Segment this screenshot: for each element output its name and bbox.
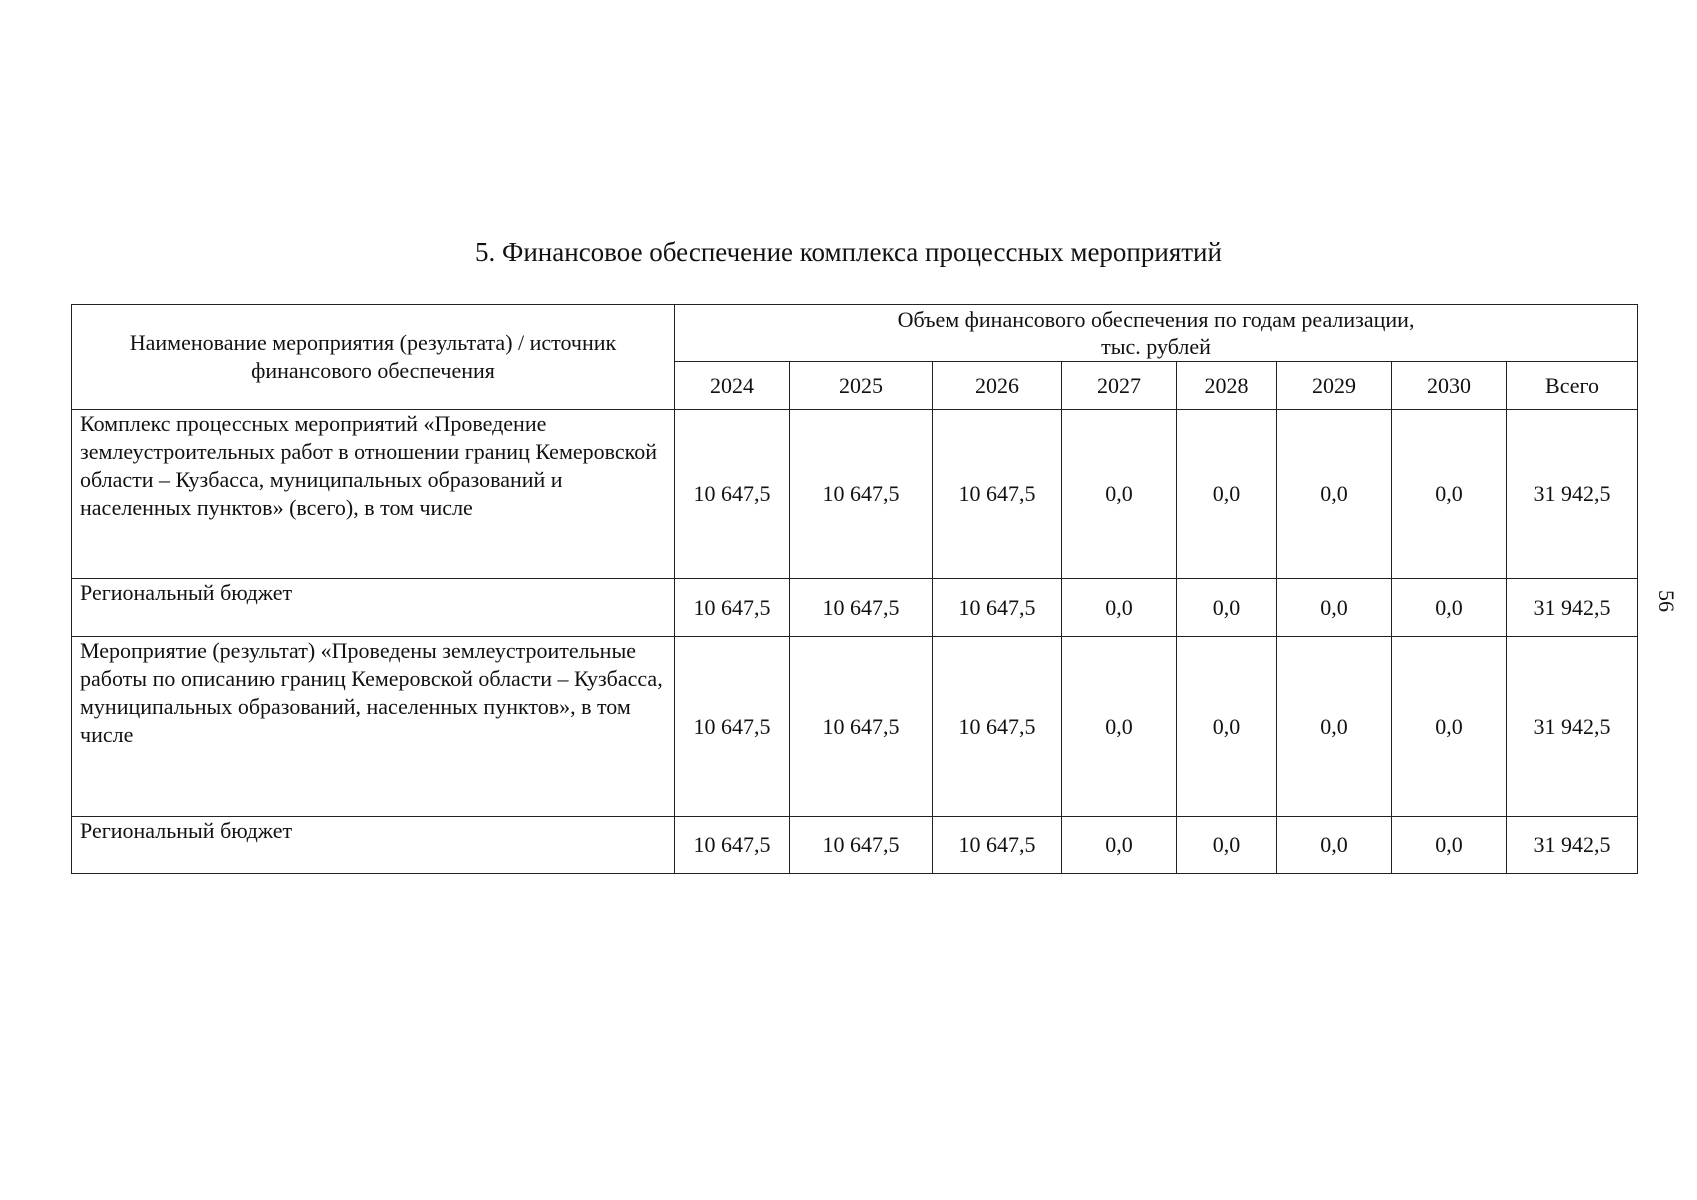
- value-cell: 0,0: [1277, 817, 1392, 874]
- total-cell: 31 942,5: [1507, 579, 1638, 637]
- header-year: 2030: [1392, 362, 1507, 410]
- value-cell: 0,0: [1062, 817, 1177, 874]
- value-cell: 0,0: [1392, 637, 1507, 817]
- header-year: 2028: [1177, 362, 1277, 410]
- value-cell: 10 647,5: [790, 579, 933, 637]
- page-number: 56: [1654, 590, 1679, 612]
- row-label: Мероприятие (результат) «Проведены землеустроительные работы по описанию границ Кемеровской области – Кузбасса, муниципальных образований, населенных пунктов», в том числе: [72, 637, 675, 817]
- value-cell: 0,0: [1277, 579, 1392, 637]
- value-cell: 0,0: [1062, 637, 1177, 817]
- value-cell: 0,0: [1062, 579, 1177, 637]
- row-label: Комплекс процессных мероприятий «Проведение землеустроительных работ в отношении границ Кемеровской области – Кузбасса, муниципальных образований и населенных пунктов» (всего), в том числе: [72, 410, 675, 579]
- header-year: 2024: [675, 362, 790, 410]
- value-cell: 10 647,5: [933, 410, 1062, 579]
- header-total: Всего: [1507, 362, 1638, 410]
- financing-table: [71, 304, 1638, 874]
- header-year: 2026: [933, 362, 1062, 410]
- value-cell: 0,0: [1392, 579, 1507, 637]
- header-group: [675, 305, 1638, 362]
- value-cell: 0,0: [1277, 637, 1392, 817]
- value-cell: 10 647,5: [675, 410, 790, 579]
- value-cell: 10 647,5: [790, 817, 933, 874]
- total-cell: 31 942,5: [1507, 410, 1638, 579]
- total-cell: 31 942,5: [1507, 817, 1638, 874]
- row-label: Региональный бюджет: [72, 817, 675, 874]
- header-year: 2027: [1062, 362, 1177, 410]
- header-year: 2025: [790, 362, 933, 410]
- header-year: 2029: [1277, 362, 1392, 410]
- value-cell: 0,0: [1277, 410, 1392, 579]
- table-row: [72, 817, 1638, 874]
- table-row: [72, 410, 1638, 579]
- value-cell: 0,0: [1062, 410, 1177, 579]
- value-cell: 0,0: [1177, 817, 1277, 874]
- value-cell: 0,0: [1177, 637, 1277, 817]
- row-label: Региональный бюджет: [72, 579, 675, 637]
- header-group-unit: тыс. рублей: [1101, 334, 1211, 359]
- value-cell: 0,0: [1392, 410, 1507, 579]
- total-cell: 31 942,5: [1507, 637, 1638, 817]
- value-cell: 10 647,5: [790, 410, 933, 579]
- table-row: [72, 579, 1638, 637]
- value-cell: 10 647,5: [790, 637, 933, 817]
- value-cell: 10 647,5: [675, 579, 790, 637]
- table-row: [72, 637, 1638, 817]
- value-cell: 0,0: [1177, 579, 1277, 637]
- value-cell: 10 647,5: [933, 579, 1062, 637]
- header-group-title: Объем финансового обеспечения по годам реализации,: [897, 307, 1415, 332]
- value-cell: 0,0: [1177, 410, 1277, 579]
- value-cell: 10 647,5: [933, 637, 1062, 817]
- value-cell: 0,0: [1392, 817, 1507, 874]
- header-name-column: Наименование мероприятия (результата) / источник финансового обеспечения: [72, 305, 675, 410]
- value-cell: 10 647,5: [675, 637, 790, 817]
- page-title: 5. Финансовое обеспечение комплекса процессных мероприятий: [475, 237, 1222, 267]
- value-cell: 10 647,5: [933, 817, 1062, 874]
- value-cell: 10 647,5: [675, 817, 790, 874]
